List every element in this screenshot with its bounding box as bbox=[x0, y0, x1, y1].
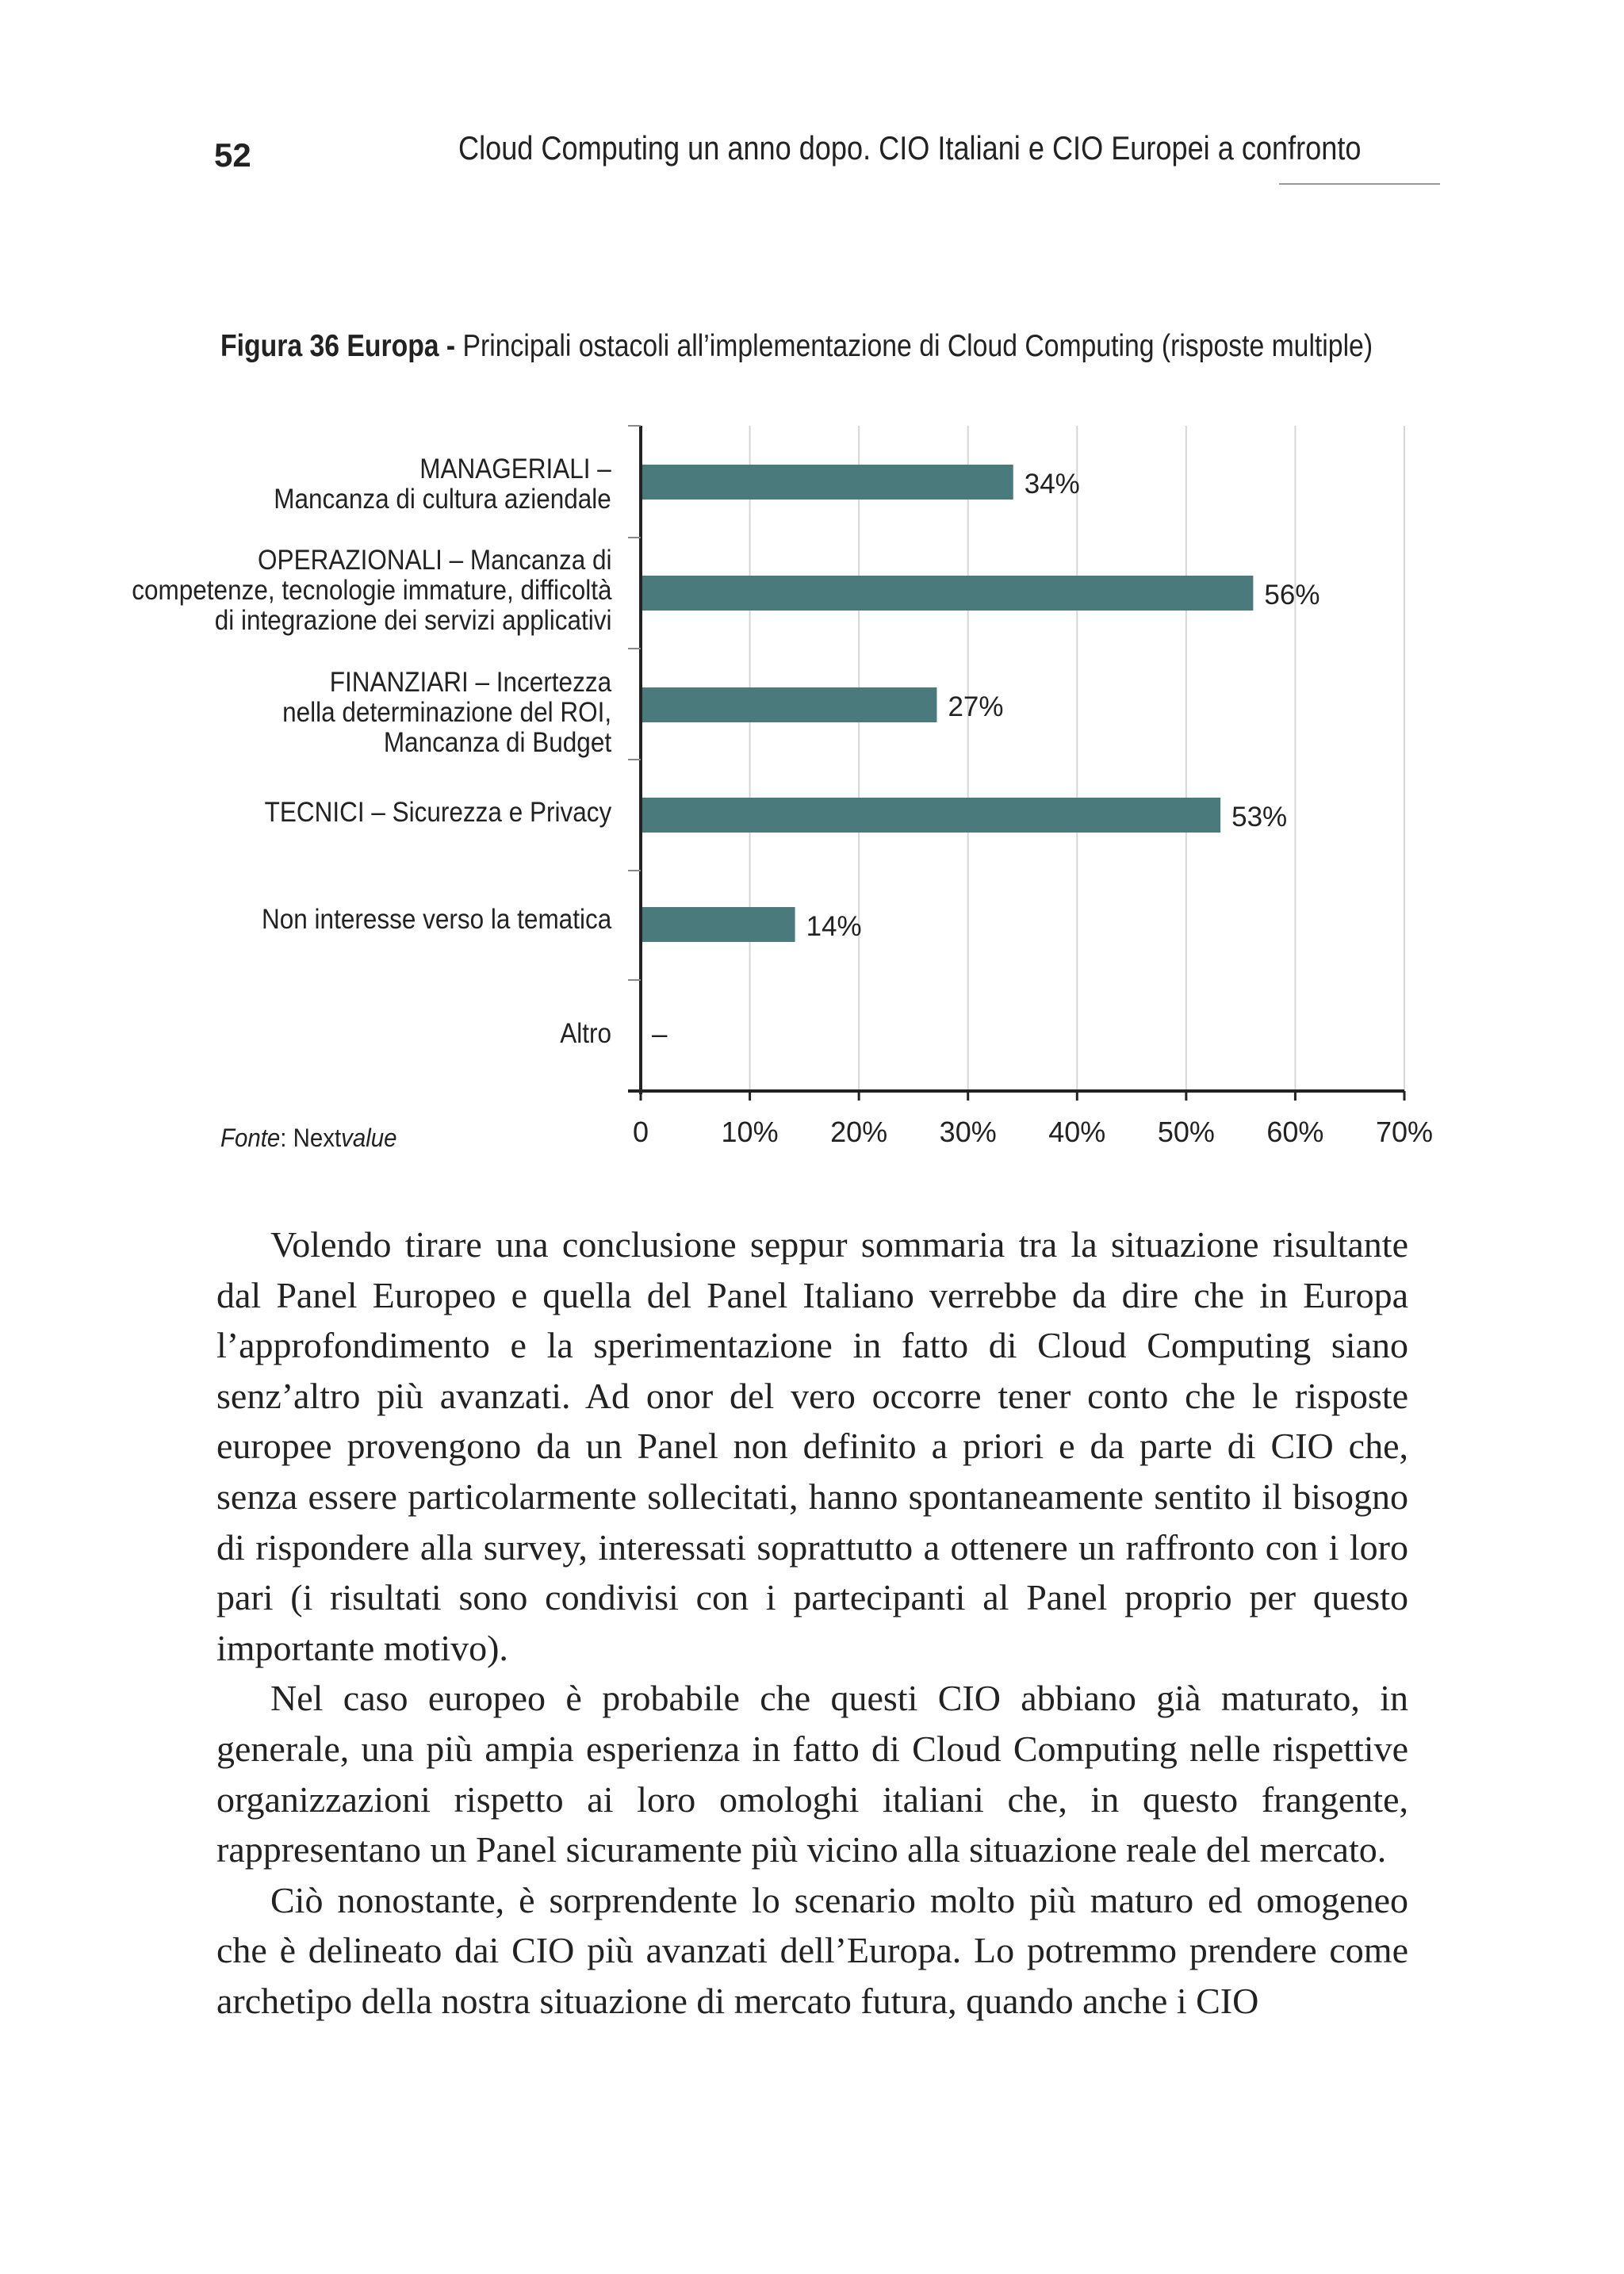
category-label: TECNICI – Sicurezza e Privacy bbox=[264, 797, 611, 828]
source-label: Fonte bbox=[220, 1124, 281, 1152]
x-tick-label: 40% bbox=[1048, 1116, 1106, 1148]
category-label: MANAGERIALI – Mancanza di cultura aziendale bbox=[274, 454, 611, 515]
data-label: 56% bbox=[1264, 580, 1320, 611]
bar bbox=[642, 576, 1253, 611]
x-tick-label: 10% bbox=[721, 1116, 779, 1148]
bar bbox=[642, 687, 936, 722]
data-label: 14% bbox=[806, 911, 862, 942]
body-text bbox=[216, 1219, 1408, 2027]
data-label: 27% bbox=[948, 691, 1004, 722]
category-label: OPERAZIONALI – Mancanza di competenze, tecnologie immature, difficoltà di integrazione dei servizi applicativi bbox=[131, 545, 611, 636]
x-tick-label: 30% bbox=[939, 1116, 997, 1148]
figure-caption-label: Figura 36 Europa - bbox=[220, 329, 456, 363]
figure-source bbox=[220, 1124, 397, 1153]
source-name: value bbox=[341, 1124, 397, 1152]
running-title: Cloud Computing un anno dopo. CIO Italiani e CIO Europei a confronto bbox=[458, 129, 1362, 167]
bar bbox=[642, 465, 1013, 500]
x-tick-label: 20% bbox=[830, 1116, 888, 1148]
paragraph: Ciò nonostante, è sorprendente lo scenario molto più maturo ed omogeneo che è delineato dai CIO più avanzati dell’Europa. Lo potremmo prendere come archetipo della nostra situazione di mercato futura, quando anche i CIO bbox=[216, 1879, 1408, 2021]
data-label: 34% bbox=[1024, 469, 1080, 500]
x-tick-label: 60% bbox=[1266, 1116, 1324, 1148]
category-label: Altro bbox=[560, 1018, 611, 1049]
source-separator: : Next bbox=[280, 1124, 342, 1152]
bar bbox=[642, 798, 1220, 833]
x-tick-label: 70% bbox=[1375, 1116, 1434, 1148]
x-tick-label: 0 bbox=[632, 1116, 649, 1148]
paragraph: Volendo tirare una conclusione seppur sommaria tra la situazione risultante dal Panel Europeo e quella del Panel Italiano verrebbe da dire che in Europa l’approfondimento e la sperimentazione in fatto di Cloud Computing siano senz’altro più avanzati. Ad onor del vero occorre tener conto che le risposte europee provengono da un Panel non definito a priori e da parte di CIO che, senza essere particolarmente sollecitati, hanno spontaneamente sentito il bisogno di rispondere alla survey, interessati soprattutto a ottenere un raffronto con i loro pari (i risultati sono condivisi con i partecipanti al Panel proprio per questo importante motivo). bbox=[216, 1224, 1408, 1668]
category-label: Non interesse verso la tematica bbox=[261, 904, 611, 935]
data-label: – bbox=[652, 1019, 668, 1050]
paragraph: Nel caso europeo è probabile che questi CIO abbiano già maturato, in generale, una più ampia esperienza in fatto di Cloud Computing nelle rispettive organizzazioni rispetto ai loro omologhi italiani che, in questo frangente, rappresentano un Panel sicuramente più vicino alla situazione reale del mercato. bbox=[216, 1678, 1408, 1870]
page-number: 52 bbox=[214, 136, 251, 174]
figure-caption-text: Principali ostacoli all’implementazione di Cloud Computing (risposte multiple) bbox=[455, 329, 1373, 363]
category-label: FINANZIARI – Incertezza nella determinazione del ROI, Mancanza di Budget bbox=[282, 667, 611, 758]
x-tick-label: 50% bbox=[1157, 1116, 1215, 1148]
bar bbox=[642, 907, 795, 942]
data-label: 53% bbox=[1231, 802, 1288, 833]
